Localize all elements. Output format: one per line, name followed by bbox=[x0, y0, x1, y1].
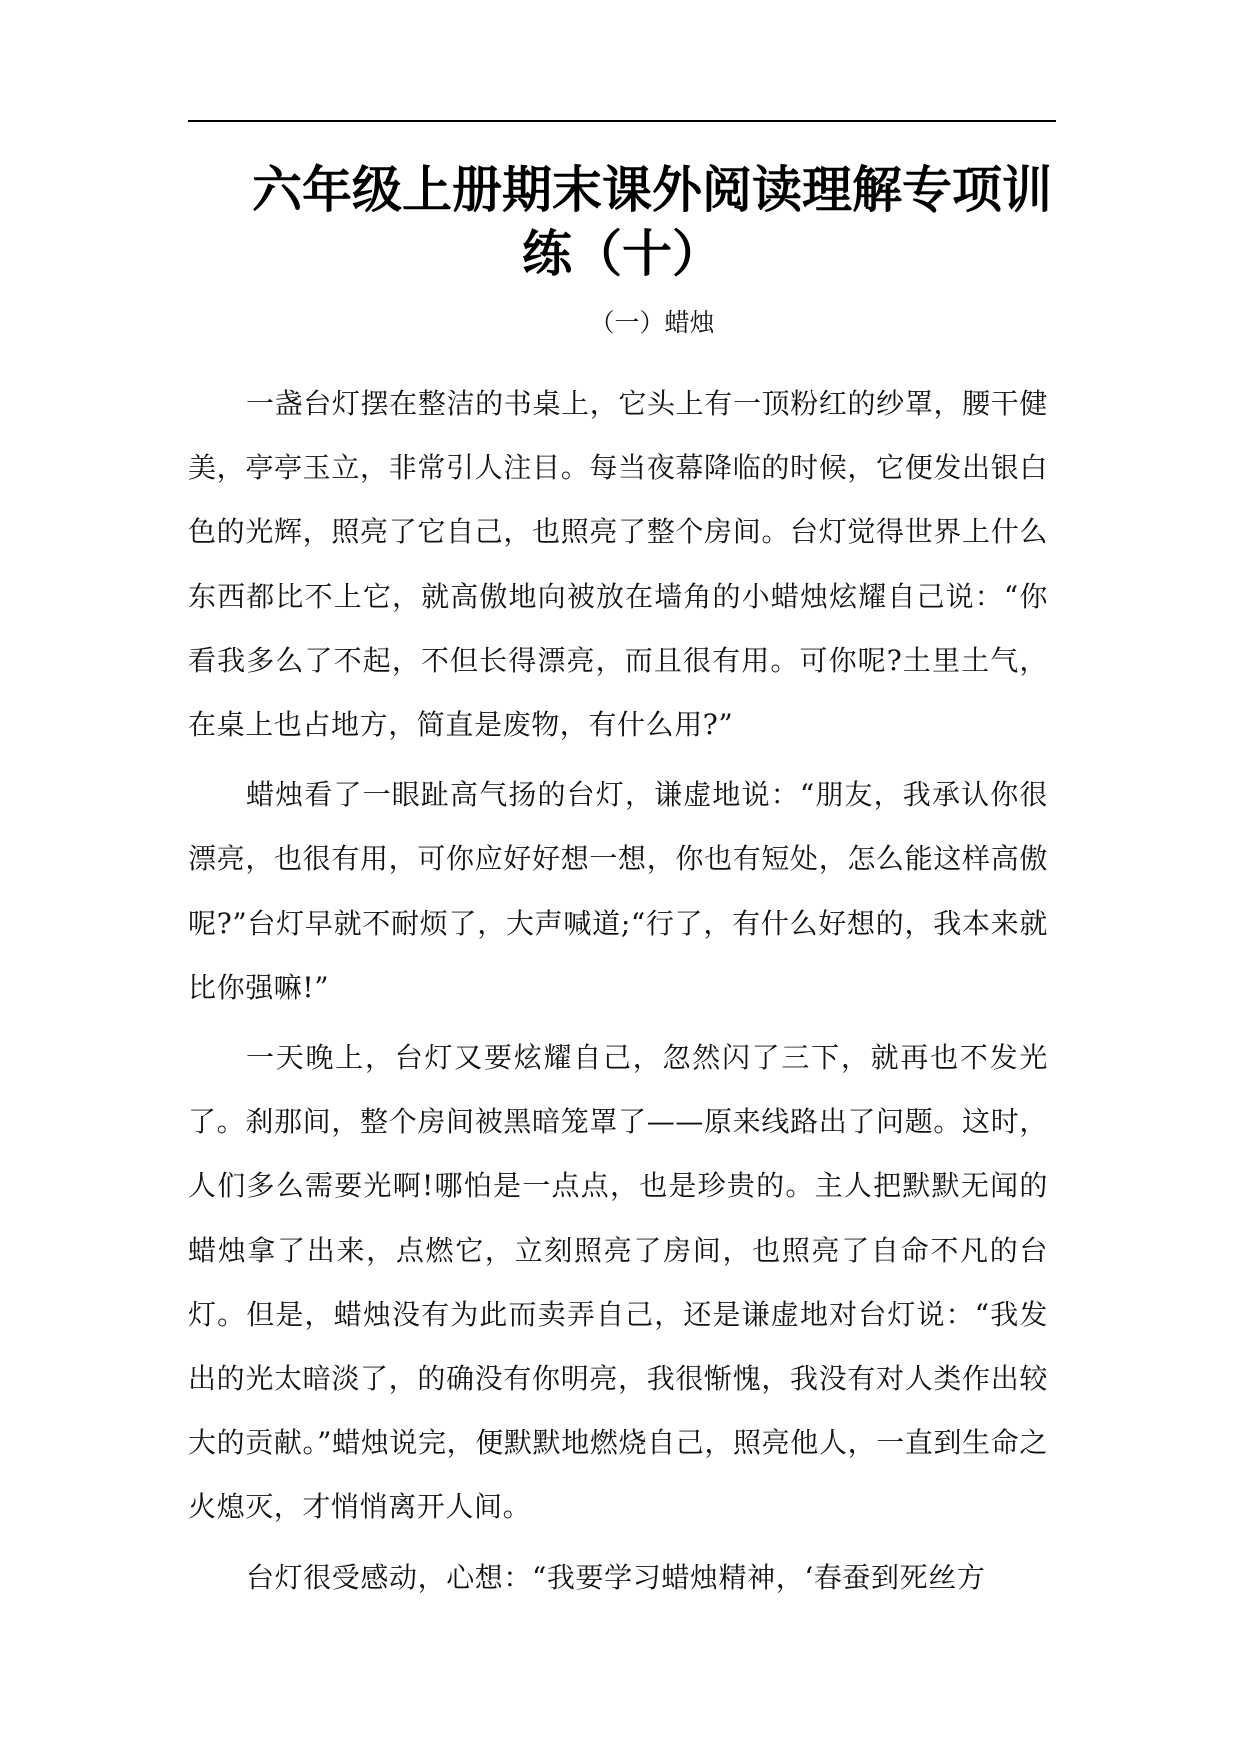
paragraph-3: 一天晚上，台灯又要炫耀自己，忽然闪了三下，就再也不发光了。刹那间，整个房间被黑暗笼罩了——原来线路出了问题。这时，人们多么需要光啊!哪怕是一点点，也是珍贵的。主人把默默无闻的蜡烛拿了出来，点燃它，立刻照亮了房间，也照亮了自命不凡的台灯。但是，蜡烛没有为此而卖弄自己，还是谦虚地对台灯说：“我发出的光太暗淡了，的确没有你明亮，我很惭愧，我没有对人类作出较大的贡献。”蜡烛说完，便默默地燃烧自己，照亮他人，一直到生命之火熄灭，才悄悄离开人间。 bbox=[188, 1041, 1048, 1524]
paragraph-4: 台灯很受感动，心想：“我要学习蜡烛精神，‘春蚕到死丝方 bbox=[246, 1560, 986, 1594]
paragraph-1: 一盏台灯摆在整洁的书桌上，它头上有一顶粉红的纱罩，腰干健美，亭亭玉立，非常引人注目。每当夜幕降临的时候，它便发出银白色的光辉，照亮了它自己，也照亮了整个房间。台灯觉得世界上什么东西都比不上它，就高傲地向被放在墙角的小蜡烛炫耀自己说：“你看我多么了不起，不但长得漂亮，而且很有用。可你呢?土里土气，在桌上也占地方，简直是废物，有什么用?” bbox=[188, 387, 1048, 742]
section-heading-text: （一）蜡烛 bbox=[589, 308, 715, 337]
article-body bbox=[188, 372, 1048, 1616]
page-title-line-2: 练（十） bbox=[522, 225, 722, 283]
page-title-line-1: 六年级上册期末课外阅读理解专项训 bbox=[252, 161, 1052, 219]
header-rule bbox=[188, 120, 1056, 122]
paragraph-2: 蜡烛看了一眼趾高气扬的台灯，谦虚地说：“朋友，我承认你很漂亮，也很有用，可你应好好想一想，你也有短处，怎么能这样高傲呢?”台灯早就不耐烦了，大声喊道;“行了，有什么好想的，我本来就比你强嘛!” bbox=[188, 778, 1048, 1004]
section-heading bbox=[188, 305, 1056, 341]
page-title bbox=[188, 158, 1056, 286]
